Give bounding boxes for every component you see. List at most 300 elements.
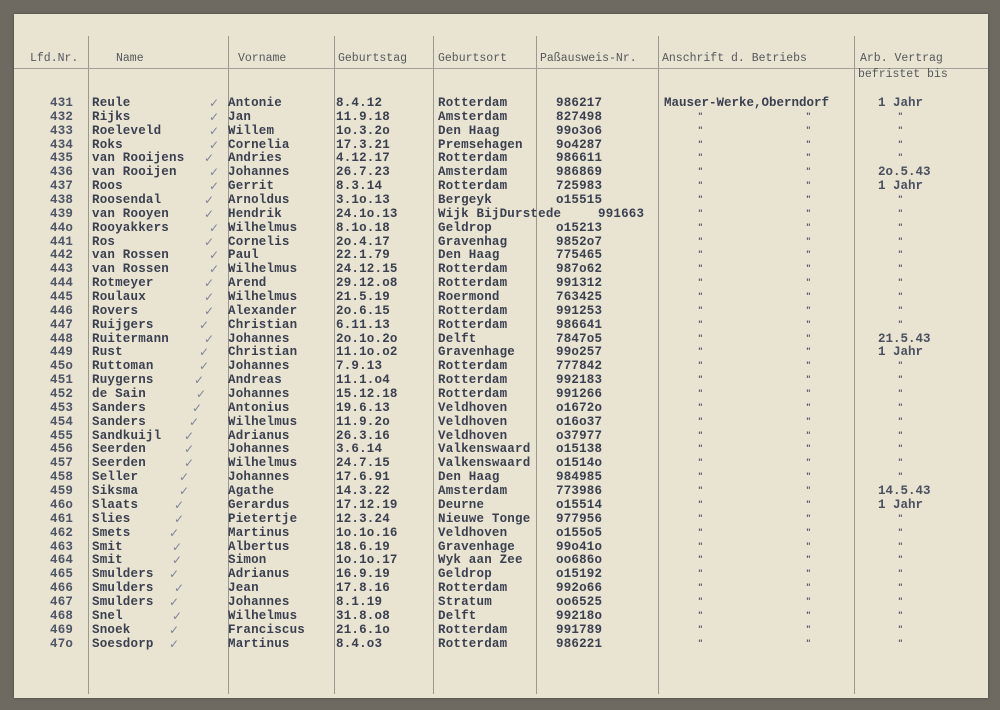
- first-name-cell: Franciscus: [228, 622, 306, 637]
- ditto-mark: ": [898, 250, 903, 261]
- passport-number-cell: 827498: [556, 109, 603, 124]
- birth-date-cell: 15.12.18: [336, 387, 398, 402]
- birth-date-cell: 14.3.22: [336, 484, 390, 499]
- ditto-mark: ": [898, 222, 903, 233]
- passport-number-cell: 9o4287: [556, 137, 603, 152]
- ditto-mark: ": [898, 444, 903, 455]
- surname-cell: Ruttoman: [92, 359, 154, 374]
- first-name-cell: Arend: [228, 276, 267, 291]
- birth-place-cell: Amsterdam: [438, 109, 508, 124]
- surname-cell: Slies: [92, 511, 131, 526]
- table-row: [14, 222, 988, 236]
- table-row: [14, 471, 988, 485]
- check-mark-icon: ✓: [172, 539, 183, 554]
- header-vorname: Vorname: [238, 52, 287, 65]
- first-name-cell: Alexander: [228, 303, 298, 318]
- table-row: [14, 111, 988, 125]
- birth-place-cell: Wijk BijDurstede: [438, 206, 562, 221]
- check-mark-icon: ✓: [204, 276, 215, 291]
- ditto-mark: ": [698, 319, 703, 330]
- table-row: [14, 374, 988, 388]
- ditto-mark: ": [806, 610, 811, 621]
- birth-place-cell: Veldhoven: [438, 400, 508, 415]
- first-name-cell: Christian: [228, 317, 298, 332]
- passport-number-cell: 984985: [556, 470, 603, 485]
- birth-date-cell: 8.1o.18: [336, 220, 390, 235]
- check-mark-icon: ✓: [204, 151, 215, 166]
- first-name-cell: Arnoldus: [228, 193, 290, 208]
- check-mark-icon: ✓: [209, 109, 220, 124]
- ditto-mark: ": [698, 430, 703, 441]
- passport-number-cell: o37977: [556, 428, 603, 443]
- check-mark-icon: ✓: [204, 193, 215, 208]
- contract-until-cell: 1 Jahr: [878, 96, 924, 110]
- ditto-mark: ": [898, 278, 903, 289]
- surname-cell: Seller: [92, 470, 139, 485]
- passport-number-cell: o15138: [556, 442, 603, 457]
- ditto-mark: ": [806, 347, 811, 358]
- register-table: [14, 97, 988, 651]
- check-mark-icon: ✓: [169, 636, 180, 651]
- passport-number-cell: 991253: [556, 303, 603, 318]
- birth-place-cell: Geldrop: [438, 220, 492, 235]
- table-row: [14, 319, 988, 333]
- ditto-mark: ": [698, 569, 703, 580]
- ditto-mark: ": [806, 638, 811, 649]
- ditto-mark: ": [698, 305, 703, 316]
- ditto-mark: ": [806, 195, 811, 206]
- passport-number-cell: 977956: [556, 511, 603, 526]
- ditto-mark: ": [898, 513, 903, 524]
- birth-date-cell: 1o.3.2o: [336, 123, 390, 138]
- ditto-mark: ": [806, 596, 811, 607]
- birth-date-cell: 11.9.2o: [336, 414, 390, 429]
- ditto-mark: ": [898, 139, 903, 150]
- first-name-cell: Cornelis: [228, 234, 290, 249]
- birth-place-cell: Gravenhage: [438, 539, 516, 554]
- surname-cell: Sanders: [92, 414, 146, 429]
- ditto-mark: ": [698, 402, 703, 413]
- ditto-mark: ": [698, 292, 703, 303]
- birth-place-cell: Veldhoven: [438, 428, 508, 443]
- surname-cell: Roulaux: [92, 290, 146, 305]
- passport-number-cell: 763425: [556, 290, 603, 305]
- check-mark-icon: ✓: [184, 428, 195, 443]
- header-geburtstag: Geburtstag: [338, 52, 408, 65]
- birth-place-cell: Veldhoven: [438, 525, 508, 540]
- birth-date-cell: 2o.4.17: [336, 234, 390, 249]
- birth-date-cell: 6.11.13: [336, 317, 390, 332]
- first-name-cell: Wilhelmus: [228, 456, 298, 471]
- passport-number-cell: 991266: [556, 387, 603, 402]
- table-row: [14, 249, 988, 263]
- first-name-cell: Adrianus: [228, 428, 290, 443]
- header-anschrift: Anschrift d. Betriebs: [662, 52, 807, 65]
- table-row: [14, 402, 988, 416]
- row-number: 466: [50, 581, 74, 596]
- birth-place-cell: Den Haag: [438, 470, 500, 485]
- ditto-mark: ": [898, 375, 903, 386]
- check-mark-icon: ✓: [179, 484, 190, 499]
- ditto-mark: ": [898, 458, 903, 469]
- birth-date-cell: 16.9.19: [336, 567, 390, 582]
- passport-number-cell: 773986: [556, 484, 603, 499]
- birth-place-cell: Geldrop: [438, 567, 492, 582]
- row-number: 437: [50, 179, 74, 194]
- passport-number-cell: o15515: [556, 193, 603, 208]
- check-mark-icon: ✓: [204, 331, 215, 346]
- table-row: [14, 139, 988, 153]
- table-row: [14, 527, 988, 541]
- row-number: 456: [50, 442, 74, 457]
- first-name-cell: Hendrik: [228, 206, 282, 221]
- row-number: 454: [50, 414, 74, 429]
- birth-place-cell: Stratum: [438, 594, 492, 609]
- row-number: 445: [50, 290, 74, 305]
- birth-place-cell: Rotterdam: [438, 581, 508, 596]
- birth-place-cell: Gravenhage: [438, 345, 516, 360]
- surname-cell: Rust: [92, 345, 123, 360]
- birth-date-cell: 3.1o.13: [336, 193, 390, 208]
- first-name-cell: Johannes: [228, 470, 290, 485]
- ditto-mark: ": [806, 278, 811, 289]
- first-name-cell: Martinus: [228, 636, 290, 651]
- table-row: [14, 443, 988, 457]
- birth-date-cell: 8.4.o3: [336, 636, 383, 651]
- ditto-mark: ": [698, 264, 703, 275]
- ditto-mark: ": [698, 153, 703, 164]
- birth-place-cell: Rotterdam: [438, 387, 508, 402]
- passport-number-cell: 986221: [556, 636, 603, 651]
- birth-date-cell: 1o.1o.17: [336, 553, 398, 568]
- birth-place-cell: Rotterdam: [438, 359, 508, 374]
- ditto-mark: ": [698, 333, 703, 344]
- row-number: 446: [50, 303, 74, 318]
- surname-cell: Smulders: [92, 594, 154, 609]
- birth-date-cell: 11.9.18: [336, 109, 390, 124]
- passport-number-cell: o15514: [556, 497, 603, 512]
- passport-number-cell: o16o37: [556, 414, 603, 429]
- surname-cell: Roeleveld: [92, 123, 162, 138]
- ditto-mark: ": [698, 444, 703, 455]
- ditto-mark: ": [806, 236, 811, 247]
- ditto-mark: ": [806, 416, 811, 427]
- birth-date-cell: 2o.6.15: [336, 303, 390, 318]
- check-mark-icon: ✓: [209, 137, 220, 152]
- table-row: [14, 596, 988, 610]
- first-name-cell: Wilhelmus: [228, 414, 298, 429]
- surname-cell: Rooyakkers: [92, 220, 170, 235]
- row-number: 46o: [50, 497, 74, 512]
- ditto-mark: ": [698, 195, 703, 206]
- row-number: 444: [50, 276, 74, 291]
- ditto-mark: ": [898, 153, 903, 164]
- ditto-mark: ": [698, 278, 703, 289]
- row-number: 465: [50, 567, 74, 582]
- table-row: [14, 388, 988, 402]
- ditto-mark: ": [698, 555, 703, 566]
- contract-until-cell: 1 Jahr: [878, 345, 924, 360]
- birth-date-cell: 19.6.13: [336, 400, 390, 415]
- ditto-mark: ": [698, 181, 703, 192]
- surname-cell: Smulders: [92, 567, 154, 582]
- birth-date-cell: 24.12.15: [336, 262, 398, 277]
- first-name-cell: Andries: [228, 151, 282, 166]
- ditto-mark: ": [806, 624, 811, 635]
- row-number: 435: [50, 151, 74, 166]
- ditto-mark: ": [806, 305, 811, 316]
- header-passausweis: Paßausweis-Nr.: [540, 52, 637, 65]
- ditto-mark: ": [898, 583, 903, 594]
- ditto-mark: ": [898, 319, 903, 330]
- passport-number-cell: 99o3o6: [556, 123, 603, 138]
- first-name-cell: Johannes: [228, 331, 290, 346]
- birth-date-cell: 21.6.1o: [336, 622, 390, 637]
- check-mark-icon: ✓: [209, 96, 220, 110]
- row-number: 451: [50, 373, 74, 388]
- surname-cell: Roosendal: [92, 193, 162, 208]
- ditto-mark: ": [806, 499, 811, 510]
- ditto-mark: ": [698, 596, 703, 607]
- ditto-mark: ": [898, 541, 903, 552]
- ditto-mark: ": [698, 610, 703, 621]
- passport-number-cell: 99o257: [556, 345, 603, 360]
- table-row: [14, 194, 988, 208]
- check-mark-icon: ✓: [199, 359, 210, 374]
- birth-place-cell: Rotterdam: [438, 96, 508, 110]
- ditto-mark: ": [806, 125, 811, 136]
- table-row: [14, 499, 988, 513]
- ditto-mark: ": [898, 125, 903, 136]
- check-mark-icon: ✓: [204, 234, 215, 249]
- first-name-cell: Albertus: [228, 539, 290, 554]
- ditto-mark: ": [698, 458, 703, 469]
- ditto-mark: ": [806, 541, 811, 552]
- table-row: [14, 638, 988, 652]
- check-mark-icon: ✓: [169, 622, 180, 637]
- table-row: [14, 554, 988, 568]
- row-number: 44o: [50, 220, 74, 235]
- ditto-mark: ": [806, 222, 811, 233]
- birth-date-cell: 24.1o.13: [336, 206, 398, 221]
- table-row: [14, 305, 988, 319]
- passport-number-cell: o1514o: [556, 456, 603, 471]
- row-number: 441: [50, 234, 74, 249]
- birth-date-cell: 12.3.24: [336, 511, 390, 526]
- ditto-mark: ": [698, 541, 703, 552]
- ditto-mark: ": [898, 416, 903, 427]
- passport-number-cell: 99o41o: [556, 539, 603, 554]
- birth-place-cell: Veldhoven: [438, 414, 508, 429]
- birth-date-cell: 8.3.14: [336, 179, 383, 194]
- ditto-mark: ": [698, 250, 703, 261]
- surname-cell: Siksma: [92, 484, 139, 499]
- surname-cell: Rijks: [92, 109, 131, 124]
- header-rule: [14, 68, 988, 69]
- birth-date-cell: 26.3.16: [336, 428, 390, 443]
- check-mark-icon: ✓: [174, 497, 185, 512]
- first-name-cell: Johannes: [228, 442, 290, 457]
- ditto-mark: ": [898, 305, 903, 316]
- table-row: [14, 346, 988, 360]
- row-number: 462: [50, 525, 74, 540]
- first-name-cell: Martinus: [228, 525, 290, 540]
- birth-date-cell: 17.12.19: [336, 497, 398, 512]
- birth-place-cell: Gravenhag: [438, 234, 508, 249]
- table-row: [14, 582, 988, 596]
- ditto-mark: ": [806, 181, 811, 192]
- ditto-mark: ": [898, 208, 903, 219]
- birth-date-cell: 8.4.12: [336, 96, 383, 110]
- birth-place-cell: Deurne: [438, 497, 485, 512]
- passport-number-cell: 725983: [556, 179, 603, 194]
- table-row: [14, 333, 988, 347]
- birth-place-cell: Rotterdam: [438, 276, 508, 291]
- ditto-mark: ": [898, 638, 903, 649]
- ditto-mark: ": [698, 638, 703, 649]
- birth-date-cell: 11.1o.o2: [336, 345, 398, 360]
- ditto-mark: ": [806, 319, 811, 330]
- ditto-mark: ": [806, 444, 811, 455]
- row-number: 438: [50, 193, 74, 208]
- first-name-cell: Willem: [228, 123, 275, 138]
- passport-number-cell: 992183: [556, 373, 603, 388]
- row-number: 459: [50, 484, 74, 499]
- check-mark-icon: ✓: [169, 594, 180, 609]
- ditto-mark: ": [898, 264, 903, 275]
- birth-place-cell: Rotterdam: [438, 179, 508, 194]
- first-name-cell: Christian: [228, 345, 298, 360]
- header-lfd-nr: Lfd.Nr.: [30, 52, 79, 65]
- first-name-cell: Johannes: [228, 359, 290, 374]
- ditto-mark: ": [898, 292, 903, 303]
- ditto-mark: ": [806, 389, 811, 400]
- ditto-mark: ": [806, 555, 811, 566]
- contract-until-cell: 2o.5.43: [878, 165, 931, 180]
- birth-place-cell: Rotterdam: [438, 151, 508, 166]
- row-number: 452: [50, 387, 74, 402]
- birth-date-cell: 2o.1o.2o: [336, 331, 398, 346]
- row-number: 439: [50, 206, 74, 221]
- ditto-mark: ": [698, 389, 703, 400]
- table-row: [14, 513, 988, 527]
- check-mark-icon: ✓: [169, 525, 180, 540]
- birth-date-cell: 22.1.79: [336, 248, 390, 263]
- first-name-cell: Cornelia: [228, 137, 290, 152]
- row-number: 458: [50, 470, 74, 485]
- ditto-mark: ": [698, 486, 703, 497]
- birth-date-cell: 4.12.17: [336, 151, 390, 166]
- check-mark-icon: ✓: [174, 581, 185, 596]
- surname-cell: Sanders: [92, 400, 146, 415]
- birth-place-cell: Nieuwe Tonge: [438, 511, 531, 526]
- table-row: [14, 97, 988, 111]
- first-name-cell: Johannes: [228, 387, 290, 402]
- ditto-mark: ": [898, 569, 903, 580]
- ditto-mark: ": [698, 472, 703, 483]
- birth-date-cell: 18.6.19: [336, 539, 390, 554]
- first-name-cell: Jan: [228, 109, 252, 124]
- check-mark-icon: ✓: [169, 567, 180, 582]
- table-row: [14, 277, 988, 291]
- check-mark-icon: ✓: [209, 123, 220, 138]
- ditto-mark: ": [698, 361, 703, 372]
- surname-cell: Slaats: [92, 497, 139, 512]
- first-name-cell: Simon: [228, 553, 267, 568]
- surname-cell: van Rooyen: [92, 206, 170, 221]
- ditto-mark: ": [806, 111, 811, 122]
- table-row: [14, 416, 988, 430]
- ditto-mark: ": [698, 125, 703, 136]
- document-card: [14, 14, 988, 698]
- birth-place-cell: Valkenswaard: [438, 456, 531, 471]
- surname-cell: Ruitermann: [92, 331, 170, 346]
- ditto-mark: ": [806, 250, 811, 261]
- ditto-mark: ": [806, 153, 811, 164]
- surname-cell: Smit: [92, 539, 123, 554]
- surname-cell: de Sain: [92, 387, 146, 402]
- row-number: 455: [50, 428, 74, 443]
- ditto-mark: ": [698, 527, 703, 538]
- ditto-mark: ": [806, 167, 811, 178]
- surname-cell: Snel: [92, 608, 123, 623]
- ditto-mark: ": [898, 195, 903, 206]
- passport-number-cell: 7847o5: [556, 331, 603, 346]
- ditto-mark: ": [806, 264, 811, 275]
- table-row: [14, 125, 988, 139]
- ditto-mark: ": [806, 458, 811, 469]
- ditto-mark: ": [898, 389, 903, 400]
- ditto-mark: ": [698, 167, 703, 178]
- birth-place-cell: Valkenswaard: [438, 442, 531, 457]
- surname-cell: Roos: [92, 179, 123, 194]
- ditto-mark: ": [806, 430, 811, 441]
- surname-cell: Rotmeyer: [92, 276, 154, 291]
- table-row: [14, 166, 988, 180]
- passport-number-cell: 986611: [556, 151, 603, 166]
- ditto-mark: ": [698, 208, 703, 219]
- birth-date-cell: 17.3.21: [336, 137, 390, 152]
- passport-number-cell: o15192: [556, 567, 603, 582]
- ditto-mark: ": [898, 236, 903, 247]
- birth-place-cell: Rotterdam: [438, 262, 508, 277]
- passport-number-cell: o1672o: [556, 400, 603, 415]
- row-number: 431: [50, 96, 74, 110]
- ditto-mark: ": [806, 292, 811, 303]
- first-name-cell: Jean: [228, 581, 259, 596]
- birth-place-cell: Delft: [438, 331, 477, 346]
- first-name-cell: Wilhelmus: [228, 290, 298, 305]
- ditto-mark: ": [806, 527, 811, 538]
- birth-place-cell: Amsterdam: [438, 165, 508, 180]
- row-number: 433: [50, 123, 74, 138]
- header-geburtsort: Geburtsort: [438, 52, 508, 65]
- row-number: 467: [50, 594, 74, 609]
- row-number: 448: [50, 331, 74, 346]
- ditto-mark: ": [898, 624, 903, 635]
- first-name-cell: Paul: [228, 248, 259, 263]
- birth-place-cell: Amsterdam: [438, 484, 508, 499]
- ditto-mark: ": [698, 222, 703, 233]
- surname-cell: Smets: [92, 525, 131, 540]
- table-row: [14, 568, 988, 582]
- ditto-mark: ": [698, 513, 703, 524]
- birth-place-cell: Wyk aan Zee: [438, 553, 523, 568]
- surname-cell: Reule: [92, 96, 131, 110]
- table-row: [14, 152, 988, 166]
- ditto-mark: ": [898, 596, 903, 607]
- ditto-mark: ": [898, 527, 903, 538]
